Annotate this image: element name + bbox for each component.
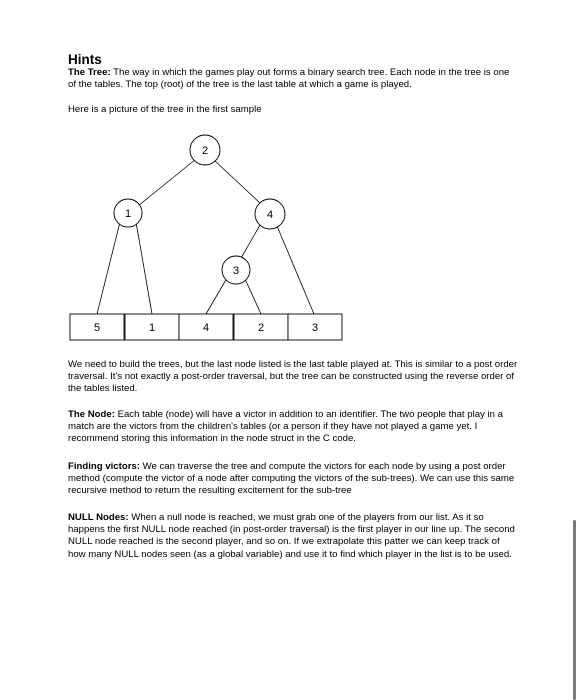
edge-right-node3 [240,225,260,260]
leaf-label: 5 [93,322,101,334]
node-right-left-label: 3 [232,265,240,277]
edge-root-right [214,160,261,204]
tree-node-right-left [222,256,250,284]
null-nodes-paragraph [68,512,518,561]
node-label: The Node: [68,409,115,420]
build-paragraph: We need to build the trees, but the last node listed is the last table played at. This is similar to a post order traversal. It's not exactly a post-order traversal, but the tree can be constructed using the reverse order of the tables listed. [68,359,518,395]
leaf-label: 4 [202,322,210,334]
leaf-box [70,314,124,340]
tree-text: The way in which the games play out forms a binary search tree. Each node in the tree is one of the tables. The top (root) of the tree is the last table at which a game is played. [68,67,510,91]
victors-paragraph [68,461,518,498]
leaf-box [234,314,288,340]
tree-node-right [255,199,285,229]
leaf-label: 1 [148,322,156,334]
tree-node-left [114,199,142,227]
tree-leaves [70,314,342,340]
null-text: When a null node is reached, we must grab one of the players from our list. As it so happens the first NULL node reached (in post-order traversal) is the first player in our line up. The second NULL node reached is the second player, and so on. If we extrapolate this patter we can keep track of how many NULL nodes seen (as a global variable) and use it to find which player in the list is to be used. [68,512,515,560]
leaf-box [288,314,342,340]
edge-left-leaf1 [136,222,152,314]
node-right-label: 4 [266,209,274,221]
victors-text: We can traverse the tree and compute the victors for each node by using a post order method (compute the victor of a node after computing the victors of the sub-trees). We can use this same recursive method to return the resulting excitement for the sub-tree [68,461,515,497]
edge-node3-leaf2 [245,279,261,314]
leaf-box [179,314,233,340]
edge-node3-leaf4 [206,278,227,314]
node-text: Each table (node) will have a victor in addition to an identifier. The two people that play in a match are the victors from the children's tables (or a person if they have not played a game yet. I recommend storing this information in the node struct in the C code. [68,409,503,445]
tree-edges [97,159,314,314]
tree-nodes [114,135,285,284]
edge-root-left [138,159,196,206]
tree-label: The Tree: [68,67,111,78]
edge-right-leaf3 [277,226,314,314]
node-paragraph [68,409,518,446]
leaf-box [125,314,179,340]
edge-left-leaf5 [97,222,120,314]
vertical-scrollbar[interactable] [573,520,576,700]
victors-label: Finding victors: [68,461,140,472]
leaf-label: 3 [311,322,319,334]
tree-node-root [190,135,220,165]
tree-caption: Here is a picture of the tree in the first sample [68,104,262,115]
hints-heading: Hints [68,52,102,67]
leaf-label: 2 [257,322,265,334]
node-root-label: 2 [201,145,209,157]
node-left-label: 1 [124,208,132,220]
null-label: NULL Nodes: [68,512,129,523]
